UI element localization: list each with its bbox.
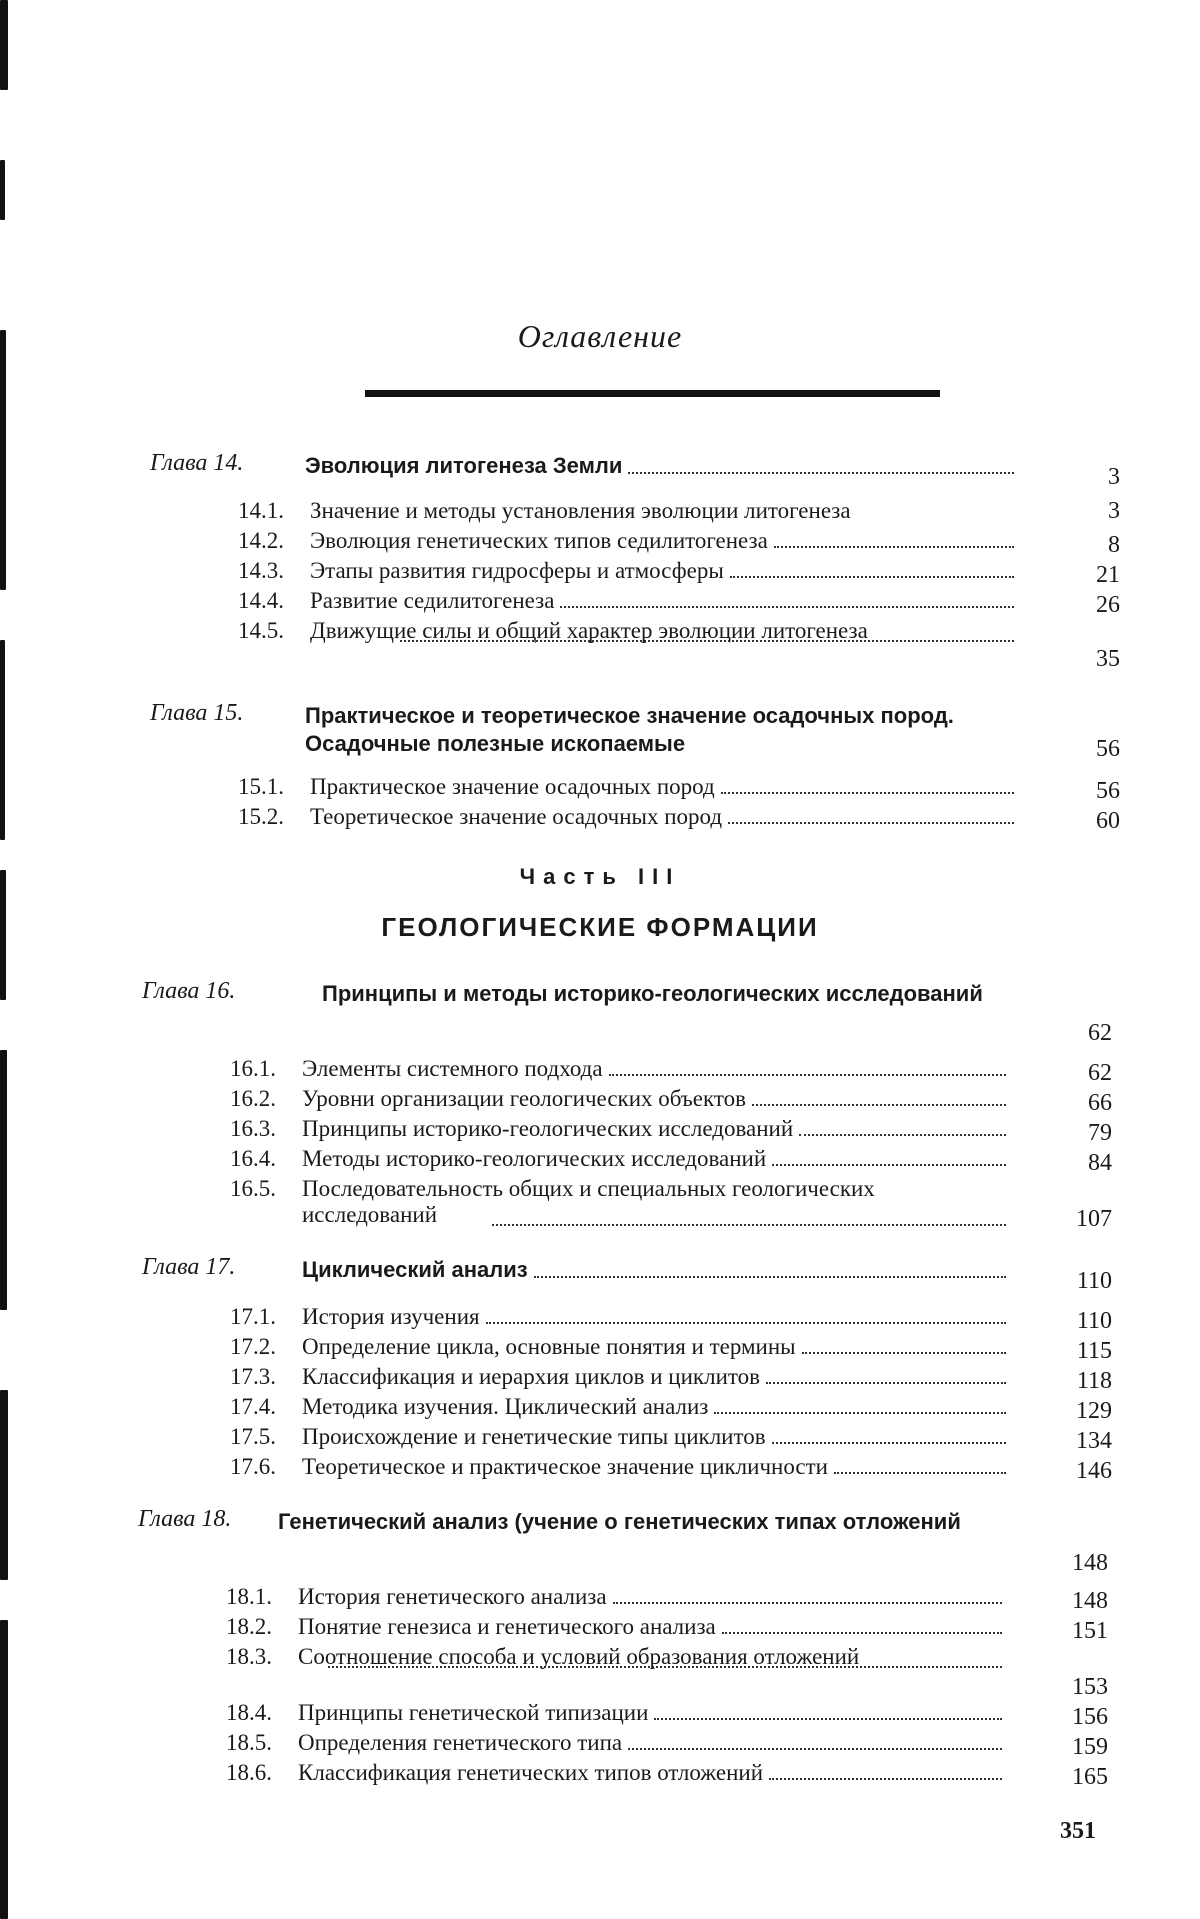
section-title: Движущие силы и общий характер эволюции литогенеза <box>310 618 1020 648</box>
chapter-title: Практическое и теоретическое значение осадочных пород. Осадочные полезные ископаемые <box>305 703 954 756</box>
section-number: 18.6. <box>226 1760 272 1785</box>
section-title: Принципы историко-геологических исследований <box>302 1116 794 1141</box>
section-page: 35 <box>1096 646 1120 672</box>
section-row <box>142 1176 1132 1232</box>
chapter-title: Генетический анализ (учение о генетических типах отложений <box>278 1509 961 1534</box>
section-number: 18.1. <box>226 1584 272 1609</box>
scan-margin-mark <box>0 0 8 90</box>
section-page: 3 <box>1108 498 1120 524</box>
section-number: 14.4. <box>238 588 284 613</box>
section-page: 115 <box>1076 1338 1112 1364</box>
section-number: 16.4. <box>230 1146 276 1171</box>
section-title: Понятие генезиса и генетического анализа <box>298 1614 716 1639</box>
chapter-15 <box>150 700 1140 834</box>
section-row <box>142 1116 1132 1146</box>
chapter-page: 148 <box>1072 1550 1108 1576</box>
chapter-title: Циклический анализ <box>302 1256 1012 1284</box>
section-row <box>142 1394 1132 1424</box>
title-divider <box>365 390 940 397</box>
chapter-label: Глава 14. <box>150 450 244 476</box>
page-number: 351 <box>1060 1818 1096 1844</box>
section-row <box>138 1700 1128 1730</box>
section-page: 129 <box>1076 1398 1112 1424</box>
section-page: 21 <box>1096 562 1120 588</box>
section-number: 18.2. <box>226 1614 272 1639</box>
section-row <box>150 588 1140 618</box>
section-number: 18.4. <box>226 1700 272 1725</box>
section-title: Методы историко-геологических исследований <box>302 1146 767 1171</box>
section-number: 17.2. <box>230 1334 276 1359</box>
section-page: 8 <box>1108 532 1120 558</box>
section-title: Принципы генетической типизации <box>298 1700 649 1725</box>
section-page: 156 <box>1072 1704 1108 1730</box>
section-row <box>150 498 1140 528</box>
section-title: История изучения <box>302 1304 480 1329</box>
section-row <box>138 1730 1128 1760</box>
section-number: 17.4. <box>230 1394 276 1419</box>
section-title: Классификация генетических типов отложений <box>298 1760 764 1785</box>
section-row <box>150 558 1140 588</box>
section-title: Практическое значение осадочных пород <box>310 774 715 799</box>
section-number: 16.5. <box>230 1176 276 1201</box>
section-page: 118 <box>1076 1368 1112 1394</box>
section-page: 159 <box>1072 1734 1108 1760</box>
section-page: 79 <box>1088 1120 1112 1146</box>
scan-margin-mark <box>0 330 6 590</box>
section-number: 17.6. <box>230 1454 276 1479</box>
scan-margin-mark <box>0 160 5 220</box>
section-page: 165 <box>1072 1764 1108 1790</box>
section-title: Классификация и иерархия циклов и циклитов <box>302 1364 760 1389</box>
section-page: 26 <box>1096 592 1120 618</box>
section-row <box>138 1614 1128 1644</box>
section-page: 151 <box>1072 1618 1108 1644</box>
section-title: Теоретическое и практическое значение цикличности <box>302 1454 828 1479</box>
section-title: Теоретическое значение осадочных пород <box>310 804 723 829</box>
section-number: 18.3. <box>226 1644 272 1669</box>
chapter-18 <box>138 1506 1128 1790</box>
section-title: Определения генетического типа <box>298 1730 623 1755</box>
section-page: 56 <box>1096 778 1120 804</box>
scan-margin-mark <box>0 1050 7 1310</box>
chapter-page: 56 <box>1096 736 1120 762</box>
chapter-page: 110 <box>1076 1268 1112 1294</box>
chapter-label: Глава 17. <box>142 1254 236 1280</box>
section-number: 14.1. <box>238 498 284 523</box>
scan-margin-mark <box>0 1620 8 1919</box>
section-page: 146 <box>1076 1458 1112 1484</box>
chapter-title: Принципы и методы историко-геологических исследований <box>322 981 983 1006</box>
section-title: Этапы развития гидросферы и атмосферы <box>310 558 724 583</box>
section-title: Эволюция генетических типов седилитогенеза <box>310 528 768 553</box>
section-title: Уровни организации геологических объектов <box>302 1086 746 1111</box>
section-page: 84 <box>1088 1150 1112 1176</box>
section-row <box>142 1056 1132 1086</box>
section-row <box>142 1454 1132 1484</box>
section-title: Последовательность общих и специальных геологических исследований <box>302 1176 1012 1232</box>
chapter-page: 62 <box>1088 1020 1112 1046</box>
section-page: 148 <box>1072 1588 1108 1614</box>
section-page: 153 <box>1072 1674 1108 1700</box>
section-number: 14.5. <box>238 618 284 643</box>
section-number: 17.3. <box>230 1364 276 1389</box>
section-title: Развитие седилитогенеза <box>310 588 555 613</box>
section-page: 66 <box>1088 1090 1112 1116</box>
chapter-label: Глава 16. <box>142 978 236 1004</box>
section-row <box>142 1334 1132 1364</box>
section-number: 16.3. <box>230 1116 276 1141</box>
section-page: 60 <box>1096 808 1120 834</box>
section-number: 14.3. <box>238 558 284 583</box>
chapter-title: Эволюция литогенеза Земли <box>305 452 1020 480</box>
section-row <box>150 774 1140 804</box>
chapter-page: 3 <box>1108 464 1120 490</box>
section-row <box>142 1146 1132 1176</box>
section-number: 17.1. <box>230 1304 276 1329</box>
section-row <box>142 1364 1132 1394</box>
section-number: 15.1. <box>238 774 284 799</box>
section-number: 14.2. <box>238 528 284 553</box>
section-row <box>150 618 1140 674</box>
section-number: 16.2. <box>230 1086 276 1111</box>
section-number: 16.1. <box>230 1056 276 1081</box>
chapter-17 <box>142 1254 1132 1484</box>
section-row <box>142 1086 1132 1116</box>
part-title: ГЕОЛОГИЧЕСКИЕ ФОРМАЦИИ <box>381 912 819 942</box>
section-number: 18.5. <box>226 1730 272 1755</box>
section-title: Соотношение способа и условий образования отложений <box>298 1644 1008 1674</box>
section-title: Определение цикла, основные понятия и термины <box>302 1334 796 1359</box>
section-title: Происхождение и генетические типы циклитов <box>302 1424 766 1449</box>
section-number: 17.5. <box>230 1424 276 1449</box>
section-page: 62 <box>1088 1060 1112 1086</box>
section-title: История генетического анализа <box>298 1584 607 1609</box>
chapter-label: Глава 18. <box>138 1506 232 1532</box>
section-title: Методика изучения. Циклический анализ <box>302 1394 709 1419</box>
section-page: 107 <box>1076 1206 1112 1232</box>
section-row <box>150 528 1140 558</box>
chapter-14 <box>150 450 1140 674</box>
scan-margin-mark <box>0 1390 8 1580</box>
section-number: 15.2. <box>238 804 284 829</box>
section-page: 134 <box>1076 1428 1112 1454</box>
section-row <box>142 1424 1132 1454</box>
section-row <box>138 1584 1128 1614</box>
section-page: 110 <box>1076 1308 1112 1334</box>
section-row <box>142 1304 1132 1334</box>
section-title: Элементы системного подхода <box>302 1056 603 1081</box>
section-row <box>138 1760 1128 1790</box>
section-row <box>138 1644 1128 1700</box>
scan-margin-mark <box>0 640 5 840</box>
section-row <box>150 804 1140 834</box>
section-title: Значение и методы установления эволюции литогенеза <box>310 498 851 523</box>
part-label: Часть III <box>519 864 681 889</box>
chapter-16 <box>142 978 1132 1232</box>
chapter-label: Глава 15. <box>150 700 244 726</box>
page-title: Оглавление <box>517 318 683 354</box>
